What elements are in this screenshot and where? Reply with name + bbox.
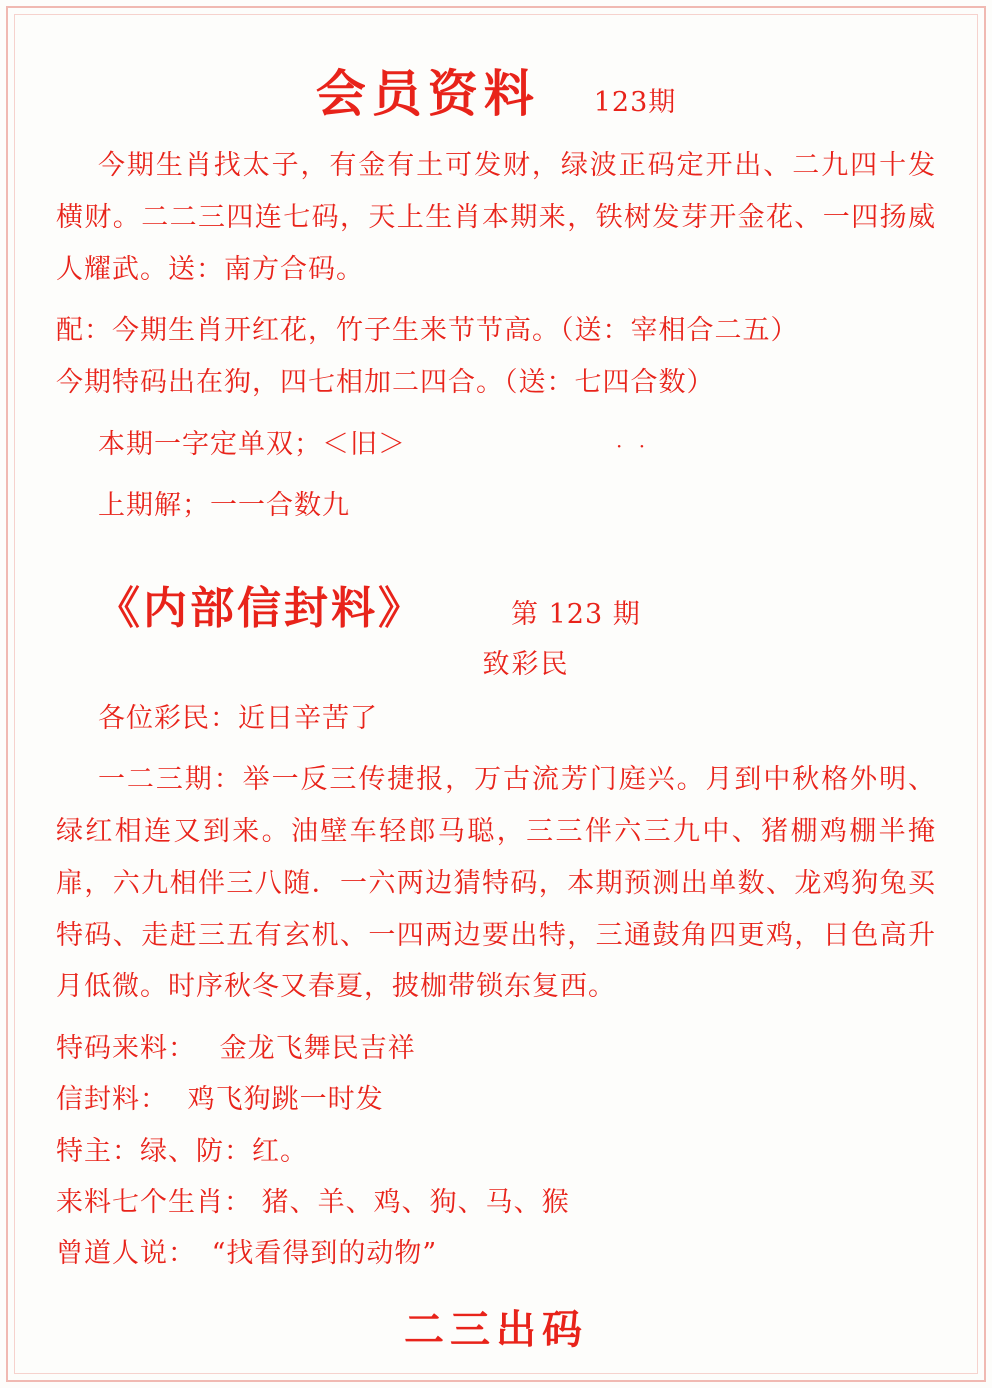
section2-row-3-value: 猪、羊、鸡、狗、马、猴	[261, 1187, 570, 1219]
section2-row-3-label: 来料七个生肖：	[56, 1187, 252, 1219]
section2-row-1	[56, 1074, 936, 1125]
section2-title: 《内部信封料》	[96, 582, 425, 634]
section2-row-0	[56, 1023, 936, 1074]
section1-header	[56, 54, 936, 126]
section2-row-2-label: 特主：绿、防：红。	[56, 1135, 308, 1167]
section2-row-4-label: 曾道人说：	[56, 1238, 196, 1270]
section1-single-double-row	[56, 419, 936, 470]
section1-issue: 123期	[593, 87, 677, 118]
single-double-dots: · ·	[616, 434, 651, 459]
section2-row-1-value: 鸡飞狗跳一时发	[187, 1084, 384, 1116]
section2-paragraph-1: 一二三期：举一反三传捷报，万古流芳门庭兴。月到中秋格外明、绿红相连又到来。油壁车轻郎马聪，三三伴六三九中、猪棚鸡棚半掩扉，六九相伴三八随．一六两边猜特码，本期预测出单数、龙鸡狗兔买特码、走赶三五有玄机、一四两边要出特，三通鼓角四更鸡，日色高升月低微。时序秋冬又春夏，披枷带锁东复西。	[56, 764, 936, 1003]
section2-row-2	[56, 1126, 936, 1177]
section2-footer: 二三出码	[404, 1305, 588, 1353]
section2-issue: 第 123 期	[511, 598, 641, 630]
section1-paragraph-3: 今期特码出在狗，四七相加二四合。（送：七四合数）	[56, 367, 715, 399]
section2-row-1-label: 信封料：	[56, 1084, 168, 1116]
section2-row-3	[56, 1177, 936, 1228]
section2-header	[56, 572, 936, 636]
section2-row-4-value: “找看得到的动物”	[211, 1238, 438, 1270]
section2-greeting: 各位彩民：近日辛苦了	[98, 702, 378, 734]
section1-title: 会员资料	[315, 64, 540, 123]
section1-paragraph-1: 今期生肖找太子，有金有土可发财，绿波正码定开出、二九四十发横财。二二三四连七码，天上生肖本期来，铁树发芽开金花、一四扬威人耀武。送：南方合码。	[56, 150, 936, 285]
section1-paragraph-2: 配：今期生肖开红花，竹子生来节节高。（送：宰相合二五）	[56, 315, 799, 347]
section2-to-readers: 致彩民	[482, 648, 570, 680]
section2-row-0-label: 特码来料：	[56, 1033, 196, 1065]
single-double-label: 本期一字定单双；	[98, 429, 322, 461]
single-double-value: ＜旧＞	[322, 429, 406, 461]
section2-row-0-value: 金龙飞舞民吉祥	[219, 1033, 416, 1065]
section1-last-issue-answer: 上期解；一一合数九	[98, 490, 350, 522]
section2-row-4	[56, 1228, 936, 1279]
